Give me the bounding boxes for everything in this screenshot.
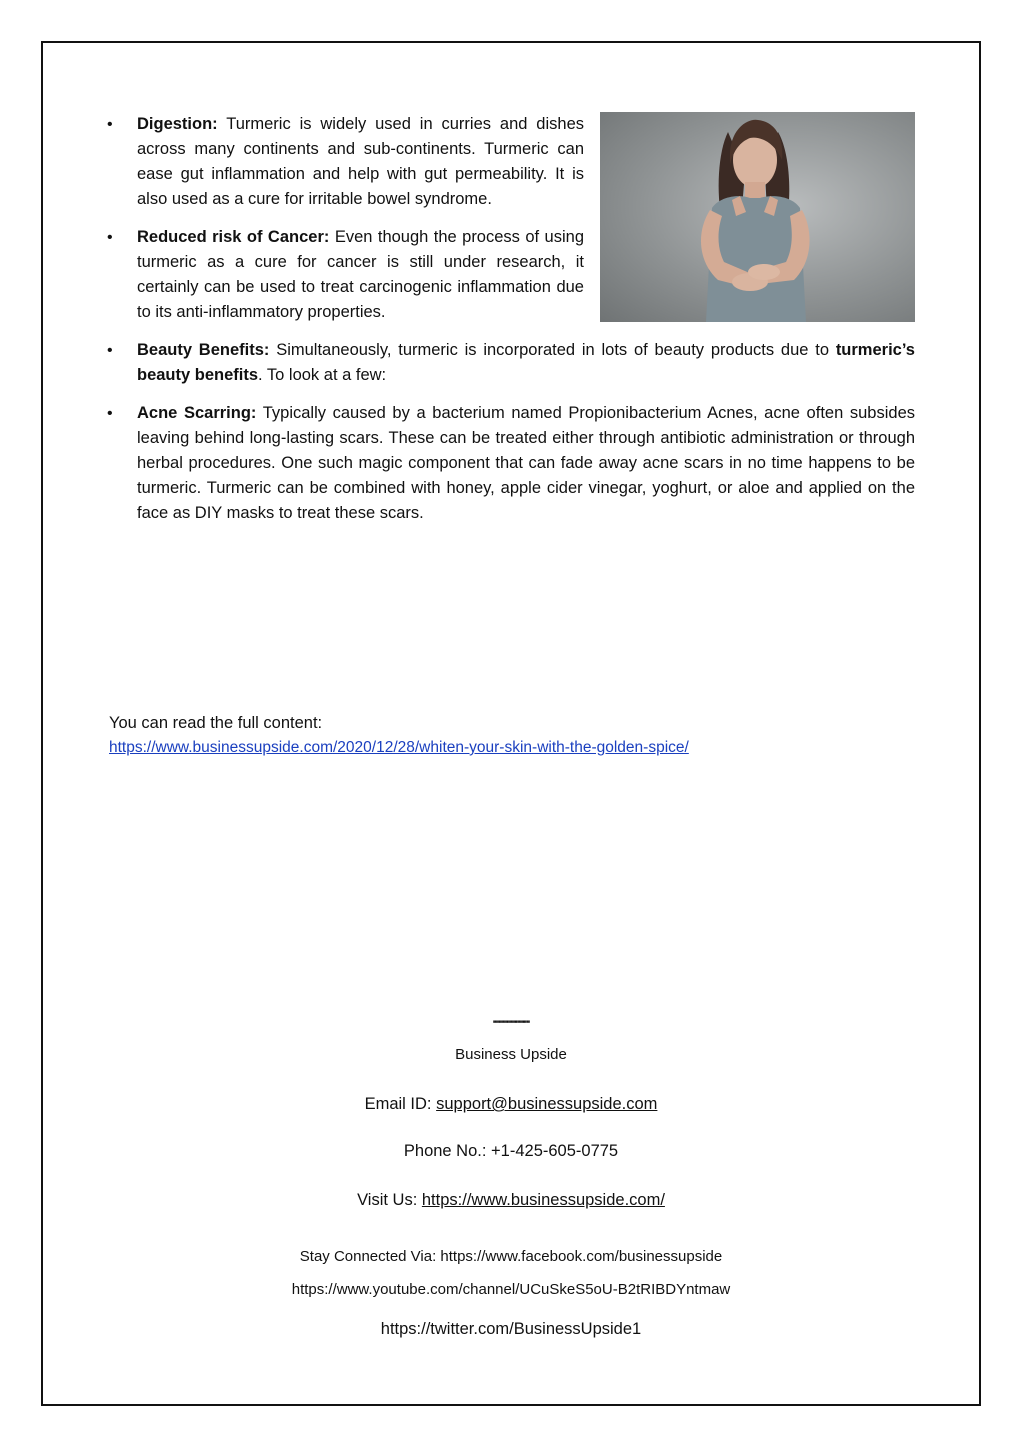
read-more-link[interactable]: https://www.businessupside.com/2020/12/28/whiten-your-skin-with-the-golden-spice/ <box>109 739 689 756</box>
email-line <box>41 1095 981 1114</box>
bullet-text: Even though the process of using turmeric as a cure for cancer is still under research, it certainly can be used to treat carcinogenic inflammation due to its anti-inflammatory properties. <box>137 228 584 321</box>
bullet-text: Typically caused by a bacterium named Propionibacterium Acnes, acne often subsides leaving behind long-lasting scars. These can be treated either through antibiotic administration or through herbal procedures. One such magic component that can fade away acne scars in no time happens to be turmeric. Turmeric can be combined with honey, apple cider vinegar, yoghurt, or aloe and applied on the face as DIY masks to treat these scars. <box>137 404 915 522</box>
email-label: Email ID: <box>364 1095 437 1113</box>
brand-name: Business Upside <box>455 1046 567 1063</box>
bullet-title: Acne Scarring: <box>137 404 257 422</box>
visit-label: Visit Us: <box>357 1191 422 1209</box>
phone-line: Phone No.: +1-425-605-0775 <box>403 1142 619 1160</box>
bullet-title: Reduced risk of Cancer: <box>137 228 330 246</box>
read-more-section <box>109 711 689 760</box>
stay-connected-line: Stay Connected Via: https://www.facebook.com/businessupside <box>299 1248 723 1265</box>
bullet-title: Digestion: <box>137 115 218 133</box>
bullet-text: Turmeric is widely used in curries and dishes across many continents and sub-continents. Turmeric can ease gut inflammation and help with gut permeability. It is also used as a cure for irritable bowel syndrome. <box>137 115 584 208</box>
bullet-text: . To look at a few: <box>258 366 387 384</box>
bullet-title: Beauty Benefits: <box>137 341 270 359</box>
read-more-label: You can read the full content: <box>109 714 323 732</box>
separator-dots: '''''''''''''''''''''''''''''''' <box>492 1019 530 1029</box>
list-item <box>105 225 584 325</box>
list-item <box>105 112 584 212</box>
email-link[interactable]: support@businessupside.com <box>436 1095 658 1113</box>
visit-line <box>41 1191 981 1210</box>
bullet-inline-bold: turmeric’s beauty benefits <box>137 341 915 384</box>
twitter-line: https://twitter.com/BusinessUpside1 <box>380 1320 642 1338</box>
list-item <box>105 338 915 388</box>
bullet-text: Simultaneously, turmeric is incorporated in lots of beauty products due to <box>269 341 836 359</box>
benefits-list <box>105 112 915 526</box>
youtube-line: https://www.youtube.com/channel/UCuSkeS5oU-B2tRIBDYntmaw <box>291 1281 731 1298</box>
list-item <box>105 401 915 526</box>
visit-link[interactable]: https://www.businessupside.com/ <box>421 1191 665 1209</box>
